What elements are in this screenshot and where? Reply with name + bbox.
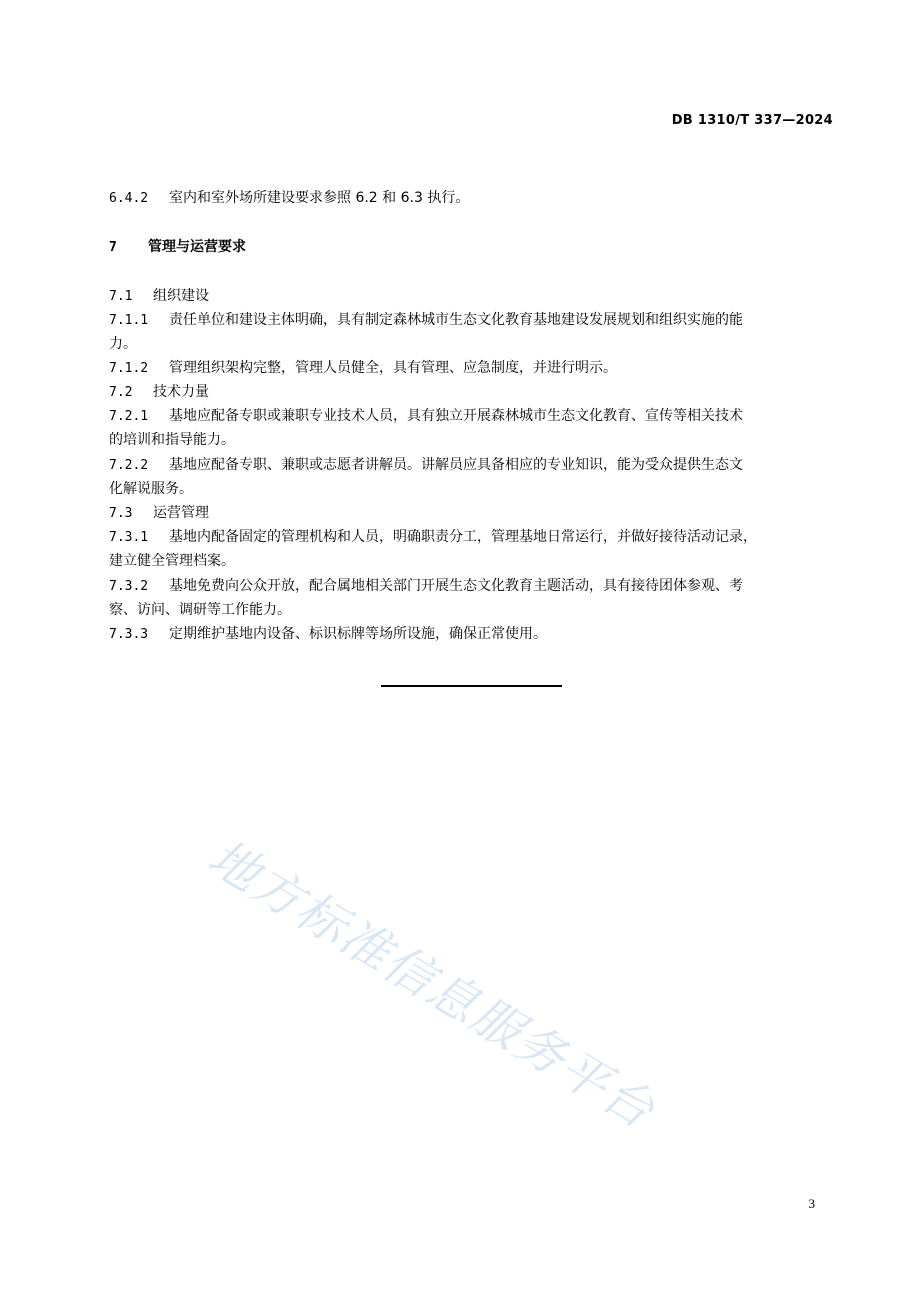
clause-text: 基地应配备专职、兼职或志愿者讲解员。讲解员应具备相应的专业知识，能为受众提供生态文: [169, 457, 743, 473]
subsection-title: 组织建设: [153, 288, 209, 304]
clause-text: 定期维护基地内设备、标识标牌等场所设施，确保正常使用。: [169, 626, 547, 642]
clause-number: 7.3.2: [109, 579, 149, 594]
heading-7-2: [109, 380, 833, 405]
clause-text-continued: 察、访问、调研等工作能力。: [109, 602, 291, 618]
heading-7-3: [109, 501, 833, 526]
clause-7-2-2-cont: [109, 477, 833, 501]
section-7-heading: [109, 235, 833, 260]
clause-text: 基地应配备专职或兼职专业技术人员，具有独立开展森林城市生态文化教育、宣传等相关技术: [169, 408, 743, 424]
subsection-number: 7.3: [109, 506, 133, 521]
clause-text-continued: 的培训和指导能力。: [109, 432, 235, 448]
subsection-number: 7.2: [109, 385, 133, 400]
clause-6-4-2: [109, 186, 833, 211]
clause-7-3-2-cont: [109, 598, 833, 622]
clause-number: 7.3.3: [109, 627, 149, 642]
clause-text-continued: 建立健全管理档案。: [109, 553, 235, 569]
watermark: 地方标准信息服务平台: [198, 828, 666, 1141]
subsection-title: 运营管理: [153, 505, 209, 521]
clause-7-1-1-cont: [109, 332, 833, 356]
clause-7-2-1: [109, 404, 833, 429]
clause-7-3-1-cont: [109, 549, 833, 573]
clause-7-3-1: [109, 525, 833, 550]
clause-text: 室内和室外场所建设要求参照 6.2 和 6.3 执行。: [169, 190, 470, 206]
section-number: 7: [109, 240, 117, 255]
clause-number: 7.1.2: [109, 361, 149, 376]
page-number: 3: [808, 1196, 815, 1211]
subsection-number: 7.1: [109, 289, 133, 304]
clause-number: 7.1.1: [109, 313, 149, 328]
clause-text: 基地免费向公众开放，配合属地相关部门开展生态文化教育主题活动，具有接待团体参观、考: [169, 578, 743, 594]
clause-text: 基地内配备固定的管理机构和人员，明确职责分工，管理基地日常运行，并做好接待活动记录，: [169, 529, 757, 545]
section-title: 管理与运营要求: [148, 239, 246, 255]
standard-code: DB 1310/T 337—2024: [671, 113, 833, 128]
clause-number: 6.4.2: [109, 191, 149, 206]
clause-text-continued: 力。: [109, 336, 137, 352]
clause-7-1-2: [109, 356, 833, 381]
clause-number: 7.3.1: [109, 530, 149, 545]
clause-7-3-2: [109, 574, 833, 599]
clause-7-2-1-cont: [109, 428, 833, 452]
clause-text: 管理组织架构完整，管理人员健全，具有管理、应急制度，并进行明示。: [169, 360, 617, 376]
heading-7-1: [109, 284, 833, 309]
end-of-text-rule: [381, 685, 562, 687]
clause-text: 责任单位和建设主体明确，具有制定森林城市生态文化教育基地建设发展规划和组织实施的能: [169, 312, 743, 328]
clause-number: 7.2.1: [109, 409, 149, 424]
clause-text-continued: 化解说服务。: [109, 481, 193, 497]
subsection-title: 技术力量: [153, 384, 209, 400]
clause-7-2-2: [109, 453, 833, 478]
clause-number: 7.2.2: [109, 458, 149, 473]
clause-7-3-3: [109, 622, 833, 647]
clause-7-1-1: [109, 308, 833, 333]
